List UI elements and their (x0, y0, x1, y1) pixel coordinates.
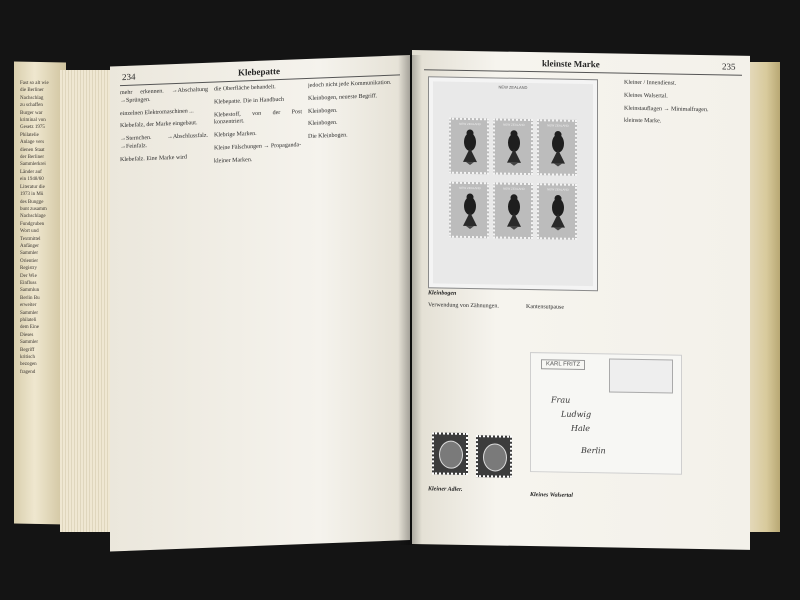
falcon-stamp (537, 119, 577, 176)
paragraph: jedoch nicht jede Kommunikation. (308, 79, 392, 89)
falcon-stamp (493, 182, 533, 239)
text-mid-column (526, 304, 606, 345)
paragraph: Kleiner / Innendienst. (624, 79, 677, 87)
right-page (412, 50, 750, 550)
left-page-number: 234 (122, 71, 136, 83)
paragraph: Kleinstauflagen → Minimalfragen. (624, 105, 709, 113)
paragraph: Kleine Fälschungen → Propaganda- (214, 142, 302, 152)
paragraph: →Sternchen. →Abschlussfalz. →Feinfalz. (120, 132, 208, 151)
sheet-label: NEW ZEALAND (498, 84, 528, 91)
paragraph: Klebrige Marken. (214, 131, 257, 139)
paragraph: Verwendung von Zähnungen. (428, 302, 499, 310)
kleiner-adler-caption: Kleiner Adler. (428, 486, 463, 493)
cover-handwriting-line: Ludwig (561, 409, 592, 420)
paragraph: Kleinbogen, neueste Begriff. (308, 93, 378, 102)
cover-handwriting-line: Frau (551, 395, 571, 405)
falcon-stamp (537, 183, 577, 240)
stamp-country-label: NEW ZEALAND (547, 123, 569, 128)
falcon-image (545, 193, 571, 231)
small-stamp-2 (476, 435, 512, 478)
falcon-image (545, 129, 571, 167)
left-underlying-page-text: Fast so alt wie die Berliner Nachschlag zu schaffen Burger war kriminal von Gesetz 1975 Philatelie Anlage vers dienen Staat der Berliner Sammlerkrei Länder auf ein 1948/60 Literatur die 1973 in Mü des Bungge bunt zusamm Nachschlage Fundgruben Wort und Textmittel Anfänger Sammler Orientier Registry Der Wie Einfluss Sammlun Berlin Bu erweiter Sammler philateli dem Eine Dieses Sammler Begriff kritisch bezogen fragend (20, 81, 49, 375)
sheet-caption: Kleinbogen (428, 290, 457, 297)
small-stamp-1 (432, 432, 468, 475)
book-gutter (398, 55, 422, 545)
cover-handwriting-line: Berlin (581, 445, 606, 456)
left-column-3 (308, 79, 400, 538)
right-text-column (624, 80, 742, 344)
paragraph: Klebefalz. Eine Marke wird (120, 154, 187, 163)
stamp-country-label: NEW ZEALAND (503, 186, 525, 191)
falcon-stamp (493, 118, 533, 175)
falcon-image (457, 192, 483, 230)
right-head-rule (424, 69, 742, 76)
stamp-country-label: NEW ZEALAND (459, 185, 481, 191)
falcon-image (501, 193, 527, 231)
paragraph: Kleinbogen. (308, 107, 338, 115)
postmark (609, 358, 673, 393)
right-page-number: 235 (722, 61, 736, 72)
left-page (110, 55, 410, 552)
paragraph: die Oberfläche behandelt. (214, 84, 276, 93)
paragraph: einzelnen Elektromaschinen ... (120, 107, 194, 117)
falcon-image (501, 129, 527, 167)
paragraph: Kleines Walsertal. (624, 92, 668, 100)
right-page-stack (746, 62, 780, 532)
falcon-image (457, 128, 483, 166)
paragraph: Kleinbogen. (308, 120, 338, 128)
paragraph: Kantensutpause (526, 303, 564, 311)
falcon-stamp (449, 182, 489, 239)
postal-cover (530, 352, 682, 475)
left-column-2 (214, 83, 302, 541)
paragraph: Klebepatte. Die in Handbuch (214, 96, 284, 106)
stamp-country-label: NEW ZEALAND (547, 187, 569, 192)
kleines-walsertal-caption: Kleines Walsertal (530, 492, 573, 499)
stamp-country-label: NEW ZEALAND (459, 121, 481, 127)
left-running-head: Klebepatte (238, 65, 280, 78)
falcon-stamp (449, 118, 489, 175)
stamp-country-label: NEW ZEALAND (503, 122, 525, 127)
cover-handwriting-line: Hale (571, 423, 591, 434)
paragraph: kleiner Marken. (214, 156, 253, 165)
paragraph: mehr erkennen. →Abschaltung →Sprüngen. (120, 86, 208, 104)
left-column-1 (120, 87, 208, 545)
right-running-head: kleinste Marke (542, 58, 600, 70)
paragraph: Die Kleinbogen. (308, 132, 348, 141)
paragraph: kleinste Marke. (624, 118, 662, 125)
paragraph: Klebefalz, der Marke eingebaut. (120, 120, 198, 130)
stamp-miniature-sheet (428, 76, 598, 291)
cover-sender-label: KARL FRITZ (541, 359, 585, 370)
paragraph: Klebestoff, von der Post konzentriert. (214, 108, 302, 126)
text-below-sheet (428, 302, 520, 424)
